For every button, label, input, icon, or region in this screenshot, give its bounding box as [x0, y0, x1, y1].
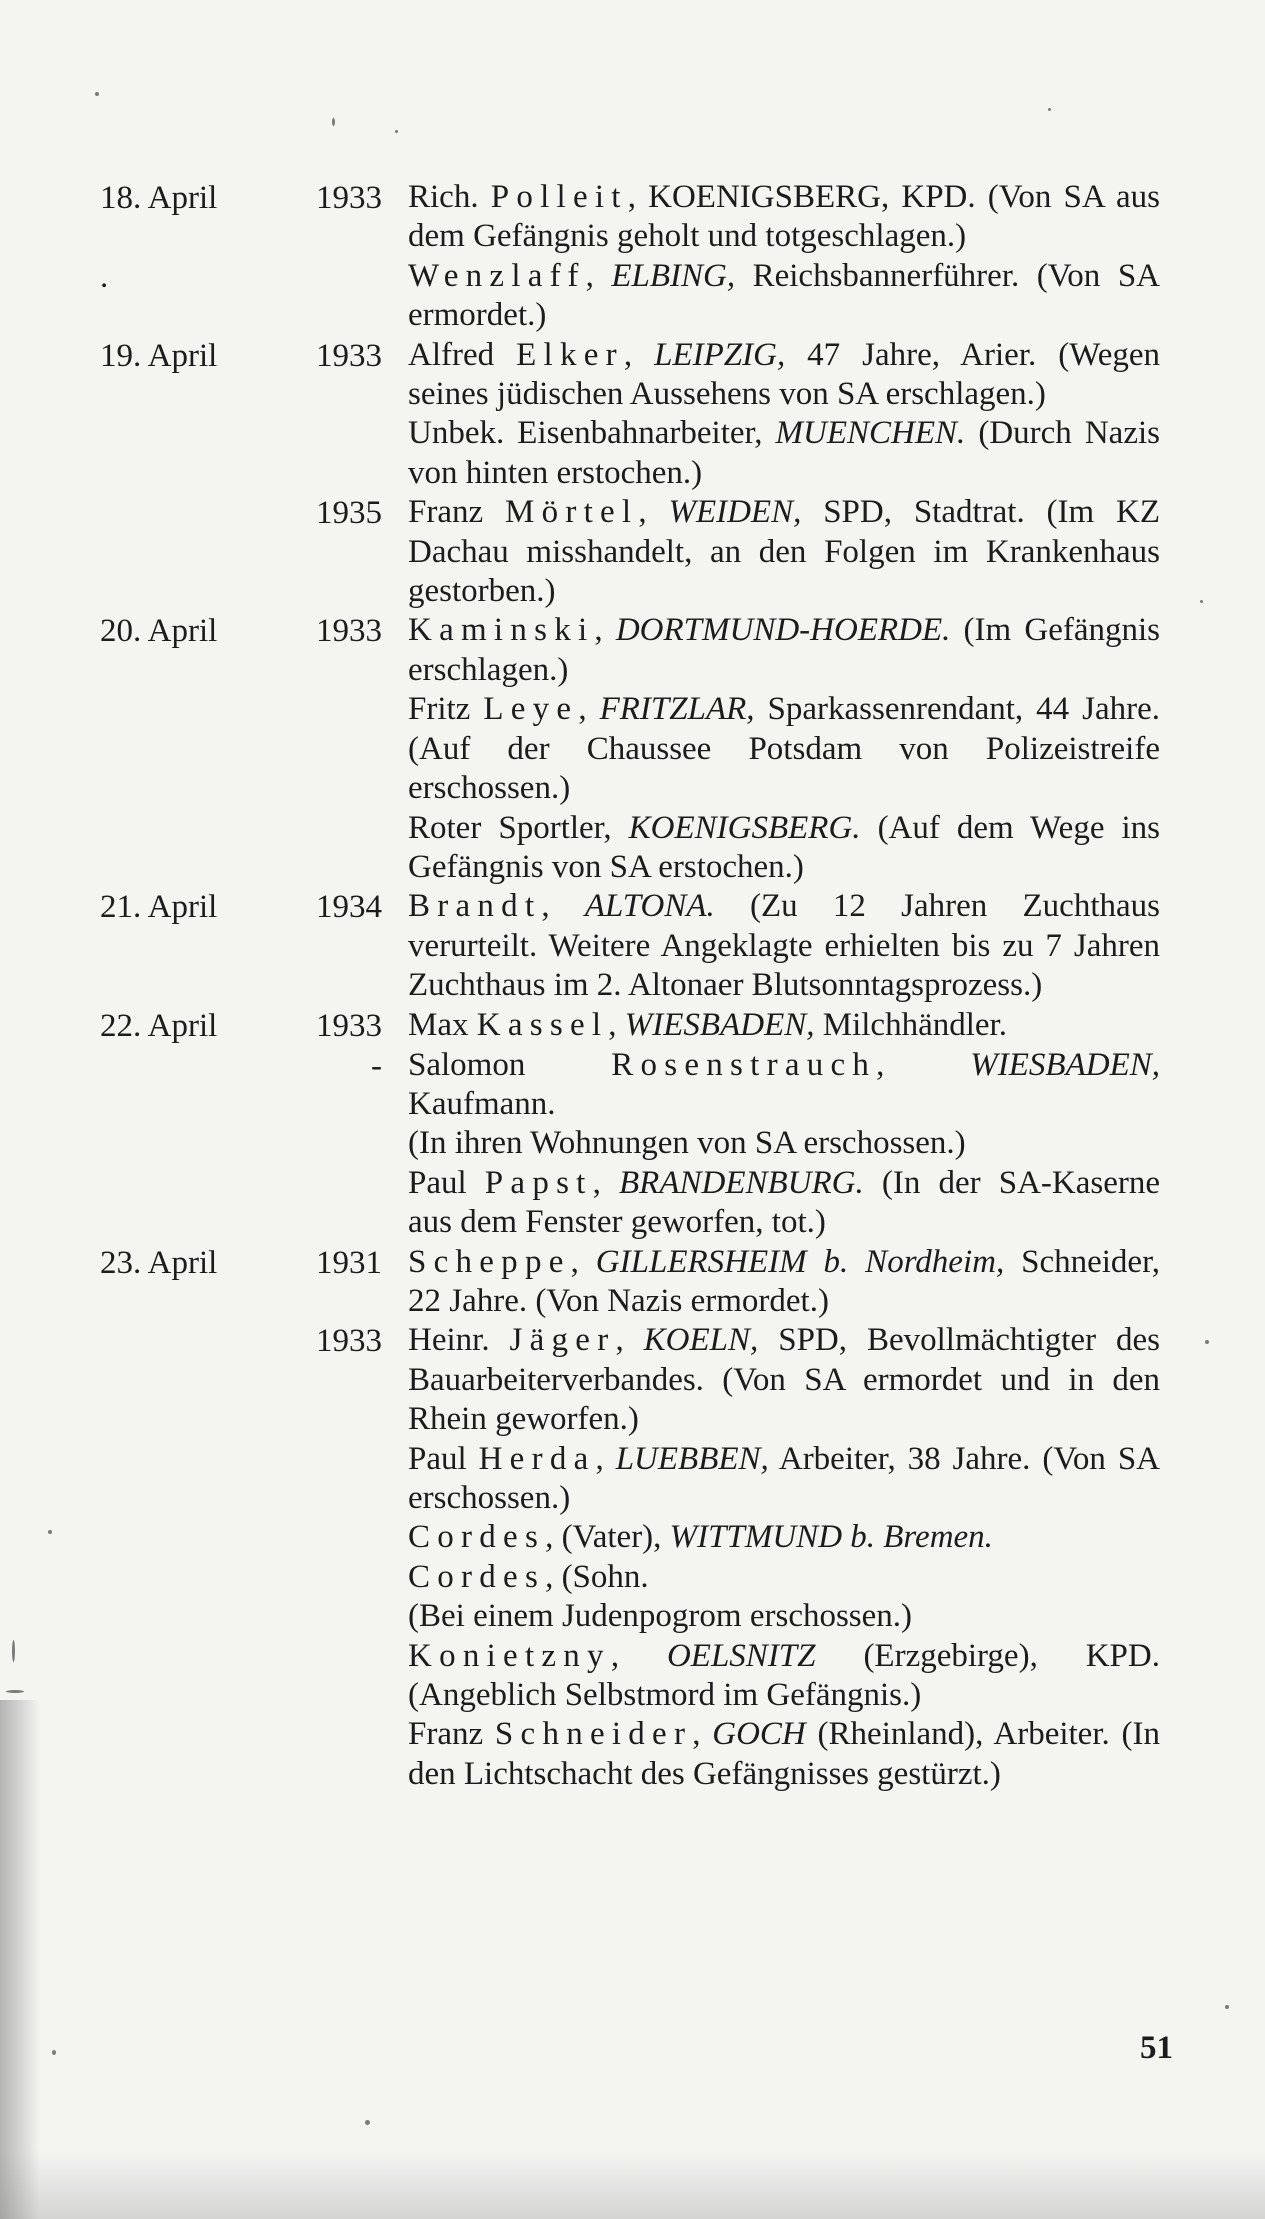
scan-speck: [332, 118, 335, 126]
entry-description: Schneider, 22 Jahre. (Von Nazis ermordet.): [408, 1243, 1160, 1319]
entry-description: ,: [638, 494, 669, 531]
entry-surname: Polleit: [490, 179, 628, 215]
entry-text: [408, 1243, 1160, 1322]
chronology-entry: [100, 1597, 1160, 1636]
entry-place: DORTMUND-HOERDE.: [615, 612, 951, 649]
entry-day-month: 22. April: [100, 1007, 218, 1044]
entry-place: OELSNITZ: [666, 1637, 816, 1674]
entry-description: Max: [408, 1006, 477, 1043]
chronology-entry: [100, 1164, 1160, 1243]
entry-surname: Elker: [516, 336, 624, 373]
scan-speck: [365, 2120, 370, 2125]
entry-surname: Herda: [478, 1440, 596, 1477]
entry-description: ,: [692, 1716, 713, 1753]
entry-description: ,: [570, 1243, 596, 1280]
entry-text: [408, 1558, 1160, 1597]
entry-year: 1933: [316, 1007, 382, 1044]
entry-place: GILLERSHEIM b. Nordheim,: [595, 1243, 1005, 1280]
chronology-entry: [100, 1440, 1160, 1519]
entry-text: [408, 1597, 1160, 1636]
scan-speck: [48, 1530, 52, 1534]
entry-place: LEIPZIG,: [654, 336, 786, 373]
entry-date: [100, 336, 390, 415]
chronology-entry: [100, 493, 1160, 611]
entry-date: [100, 257, 390, 336]
scan-speck: [395, 130, 398, 133]
scan-speck: [6, 1690, 24, 1693]
entry-date: [100, 1715, 390, 1794]
entry-year: 1933: [316, 613, 382, 650]
chronology-entry: [100, 1124, 1160, 1163]
entry-year: 1934: [316, 889, 382, 926]
scan-speck: [1225, 2005, 1229, 2009]
entry-description: , (Vater),: [545, 1519, 670, 1556]
entry-text: [408, 257, 1160, 336]
entry-year: 1935: [316, 495, 382, 532]
entry-place: WEIDEN,: [668, 494, 802, 531]
entry-description: (Im Gefängnis erschlagen.): [408, 612, 1160, 688]
entry-surname: Konietzny: [408, 1637, 611, 1674]
entry-surname: Wenzlaff: [408, 257, 586, 294]
chronology-list: [100, 178, 1160, 1794]
entry-text: [408, 690, 1160, 808]
entry-text: [408, 809, 1160, 888]
scan-speck: [1205, 1340, 1209, 1344]
entry-description: ,: [610, 1637, 667, 1674]
entry-day-month: 23. April: [100, 1244, 218, 1281]
entry-place: LUEBBEN,: [615, 1440, 769, 1477]
entry-text: [408, 1046, 1160, 1125]
entry-description: Arbeiter, 38 Jahre. (Von SA erschossen.): [408, 1440, 1161, 1516]
scan-speck: [1048, 108, 1051, 111]
entry-date: [100, 493, 390, 611]
entry-date: [100, 1637, 390, 1716]
entry-description: ,: [578, 691, 600, 728]
chronology-entry: [100, 1637, 1160, 1716]
entry-date: [100, 1006, 390, 1046]
entry-description: Fritz: [408, 691, 484, 728]
chronology-entry: [100, 611, 1160, 690]
entry-description: (Auf dem Wege ins Gefängnis von SA erstochen.): [408, 809, 1161, 885]
chronology-entry: [100, 257, 1160, 336]
entry-description: Reichsbannerführer. (Von SA ermordet.): [408, 257, 1160, 334]
entry-description: , (Sohn.: [545, 1558, 649, 1595]
entry-place: MUENCHEN.: [775, 415, 966, 452]
chronology-entry: [100, 690, 1160, 808]
entry-surname: Papst: [484, 1164, 593, 1201]
entry-description: (In der SA-Kaserne aus dem Fenster geworfen, tot.): [408, 1164, 1160, 1241]
scan-speck: [95, 92, 99, 96]
entry-text: [408, 887, 1160, 1005]
entry-day-month: 21. April: [100, 889, 218, 926]
scan-speck: [52, 2050, 56, 2055]
entry-text: [408, 1006, 1160, 1046]
entry-text: [408, 1321, 1160, 1439]
entry-date: [100, 1321, 390, 1439]
entry-description: Franz: [408, 1716, 495, 1753]
entry-description: ,: [608, 1006, 625, 1043]
entry-date: [100, 1518, 390, 1557]
chronology-entry: [100, 178, 1160, 257]
entry-description: (Erzgebirge), KPD. (Angeblich Selbstmord im Gefängnis.): [408, 1637, 1160, 1714]
entry-description: ,: [594, 612, 616, 649]
chronology-entry: [100, 1046, 1160, 1125]
entry-description: , KOENIGSBERG, KPD. (Von SA aus dem Gefängnis geholt und totgeschlagen.): [408, 179, 1160, 255]
entry-description: Alfred: [408, 336, 517, 373]
entry-place: KOENIGSBERG.: [628, 809, 861, 846]
entry-description: ,: [592, 1164, 619, 1201]
entry-description: (Rheinland), Arbeiter. (In den Lichtschacht des Gefängnisses gestürzt.): [408, 1716, 1160, 1792]
entry-surname: Schneider: [494, 1716, 693, 1753]
entry-date: [100, 1046, 390, 1125]
entry-surname: Rosenstrauch: [611, 1046, 877, 1083]
entry-description: SPD, Bevollmächtigter des Bauarbeiterverbandes. (Von SA ermordet und in den Rhein geworfen.): [408, 1322, 1160, 1438]
entry-place: FRITZLAR,: [599, 691, 755, 728]
entry-surname: Kassel: [476, 1006, 609, 1043]
entry-place: ALTONA.: [584, 888, 715, 925]
entry-surname: Jäger: [509, 1322, 616, 1359]
entry-description: ,: [541, 888, 585, 925]
entry-description: ,: [595, 1440, 616, 1477]
chronology-entry: [100, 1518, 1160, 1557]
entry-surname: Cordes: [408, 1519, 546, 1556]
entry-description: Kaufmann.: [408, 1085, 556, 1122]
chronology-entry: [100, 336, 1160, 415]
chronology-entry: [100, 1321, 1160, 1439]
entry-text: [408, 178, 1160, 257]
entry-day-month: 20. April: [100, 613, 218, 650]
page-bottom-grain: [0, 2150, 1265, 2219]
entry-description: Milchhändler.: [814, 1006, 1007, 1043]
entry-place: WIESBADEN,: [624, 1006, 815, 1043]
entry-text: [408, 611, 1160, 690]
entry-place: BRANDENBURG.: [619, 1164, 864, 1201]
entry-description: (Bei einem Judenpogrom erschossen.): [408, 1598, 913, 1635]
entry-text: [408, 1637, 1160, 1716]
entry-description: (Durch Nazis von hinten erstochen.): [408, 415, 1160, 491]
entry-date: [100, 690, 390, 808]
entry-description: Rich.: [408, 179, 491, 215]
entry-text: [408, 1715, 1160, 1794]
entry-text: [408, 493, 1160, 611]
entry-year: 1931: [316, 1244, 382, 1281]
entry-surname: Scheppe: [408, 1243, 571, 1280]
entry-date: [100, 1440, 390, 1519]
entry-description: Sparkassenrendant, 44 Jahre. (Auf der Chaussee Potsdam von Polizeistreife erschossen.): [408, 691, 1161, 807]
entry-date: [100, 1597, 390, 1636]
scan-speck: [1200, 600, 1203, 603]
entry-year: 1933: [316, 180, 382, 216]
chronology-entry: [100, 809, 1160, 888]
chronology-entry: [100, 887, 1160, 1005]
entry-year: 1933: [316, 337, 382, 374]
entry-description: SPD, Stadtrat. (Im KZ Dachau misshandelt, an den Folgen im Krankenhaus gestorben.): [408, 494, 1161, 610]
entry-day-month: 18. April: [100, 180, 218, 216]
entry-text: [408, 336, 1160, 415]
page-edge-shadow: [0, 1700, 40, 2219]
page-number: 51: [1140, 2030, 1173, 2066]
entry-date: [100, 178, 390, 257]
entry-description: Heinr.: [408, 1322, 510, 1359]
entry-description: Franz: [408, 494, 505, 531]
entry-text: [408, 1124, 1160, 1163]
entry-place: ELBING,: [611, 257, 736, 294]
entry-place: GOCH: [712, 1716, 806, 1753]
entry-text: [408, 1440, 1160, 1519]
entry-description: (Zu 12 Jahren Zuchthaus verurteilt. Weitere Angeklagte erhielten bis zu 7 Jahren Zuchthaus im 2. Altonaer Blutsonntagsprozess.): [408, 888, 1160, 1004]
chronology-entry: [100, 1715, 1160, 1794]
entry-date: [100, 611, 390, 690]
entry-description: ,: [615, 1322, 644, 1359]
entry-place: WITTMUND b. Bremen.: [669, 1519, 993, 1556]
entry-day-month: .: [100, 258, 109, 295]
entry-description: Paul: [408, 1164, 485, 1201]
entry-date: [100, 414, 390, 493]
chronology-entry: [100, 1558, 1160, 1597]
entry-description: Unbek. Eisenbahnarbeiter,: [408, 415, 776, 452]
chronology-entry: [100, 1243, 1160, 1322]
entry-description: ,: [585, 257, 612, 294]
scan-speck: [12, 1640, 15, 1662]
entry-description: ,: [876, 1046, 971, 1083]
entry-place: WIESBADEN,: [970, 1046, 1160, 1083]
entry-date: [100, 1558, 390, 1597]
entry-date: [100, 887, 390, 1005]
entry-surname: Kaminski: [408, 612, 595, 649]
entry-text: [408, 1518, 1160, 1557]
entry-place: KOELN,: [643, 1322, 759, 1359]
entry-day-month: 19. April: [100, 337, 218, 374]
entry-year: 1933: [316, 1323, 382, 1360]
entry-surname: Cordes: [408, 1558, 546, 1595]
entry-surname: Mörtel: [504, 494, 639, 531]
entry-description: (In ihren Wohnungen von SA erschossen.): [408, 1125, 966, 1162]
entry-description: 47 Jahre, Arier. (Wegen seines jüdischen Aussehens von SA erschlagen.): [408, 336, 1160, 413]
entry-date: [100, 1243, 390, 1322]
entry-surname: Brandt: [408, 888, 542, 925]
chronology-entry: [100, 1006, 1160, 1046]
entry-year: -: [371, 1047, 382, 1084]
entry-date: [100, 1164, 390, 1243]
entry-description: Salomon: [408, 1046, 612, 1083]
entry-description: ,: [623, 336, 655, 373]
entry-description: Roter Sportler,: [408, 809, 629, 846]
entry-description: Paul: [408, 1440, 479, 1477]
entry-text: [408, 1164, 1160, 1243]
entry-date: [100, 1124, 390, 1163]
entry-surname: Leye: [483, 691, 579, 728]
chronology-entry: [100, 414, 1160, 493]
entry-date: [100, 809, 390, 888]
entry-text: [408, 414, 1160, 493]
